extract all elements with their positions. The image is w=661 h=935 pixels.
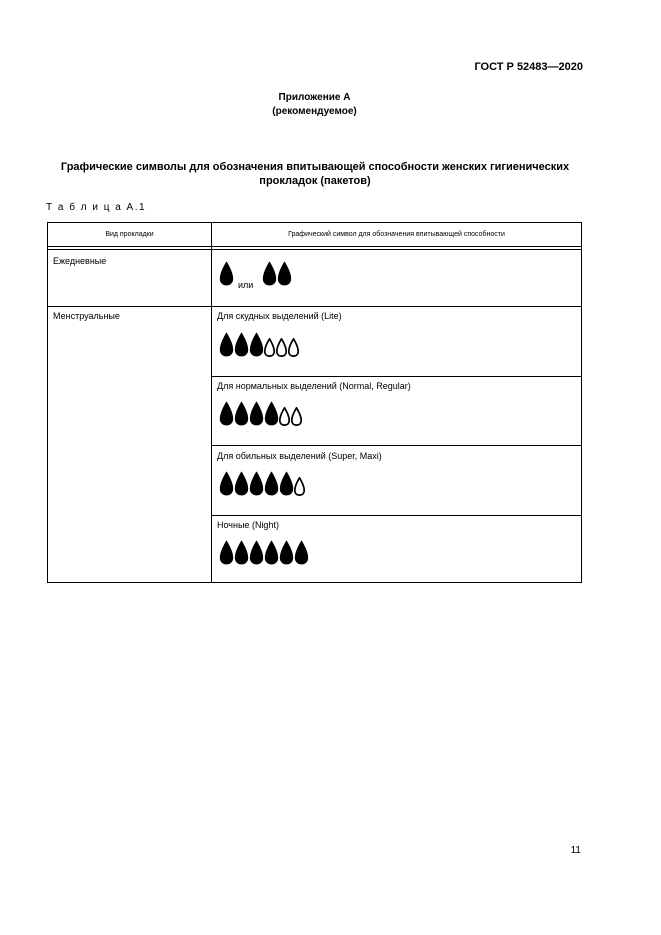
header-divider — [48, 246, 581, 247]
column-header-symbol: Графический символ для обозначения впитывающей способности — [288, 231, 505, 238]
filled-drop-icon — [219, 540, 234, 565]
annex-title: Приложение А — [278, 92, 351, 103]
filled-drop-icon — [234, 332, 249, 357]
absorbency-label-super: Для обильных выделений (Super, Maxi) — [217, 451, 382, 461]
filled-drop-icon — [279, 471, 294, 496]
filled-drop-icon — [249, 540, 264, 565]
empty-drop-icon — [264, 338, 275, 357]
filled-drop-icon — [262, 261, 277, 286]
absorbency-label-normal: Для нормальных выделений (Normal, Regular) — [217, 381, 411, 391]
column-divider — [211, 223, 212, 582]
row-divider — [211, 515, 581, 516]
absorbency-symbol-normal — [219, 401, 303, 426]
absorbency-label-night: Ночные (Night) — [217, 520, 279, 530]
daily-symbol-one-drop — [219, 261, 234, 286]
standard-number: ГОСТ Р 52483—2020 — [474, 61, 583, 73]
filled-drop-icon — [264, 401, 279, 426]
absorbency-symbol-super — [219, 471, 306, 496]
filled-drop-icon — [219, 332, 234, 357]
daily-or-text: или — [238, 280, 254, 290]
annex-status: (рекомендуемое) — [272, 106, 357, 117]
absorbency-symbol-night — [219, 540, 309, 565]
page-number: 11 — [570, 845, 581, 856]
filled-drop-icon — [249, 332, 264, 357]
filled-drop-icon — [219, 401, 234, 426]
filled-drop-icon — [249, 471, 264, 496]
filled-drop-icon — [264, 540, 279, 565]
empty-drop-icon — [294, 477, 305, 496]
empty-drop-icon — [276, 338, 287, 357]
empty-drop-icon — [291, 407, 302, 426]
filled-drop-icon — [234, 471, 249, 496]
filled-drop-icon — [279, 540, 294, 565]
filled-drop-icon — [219, 261, 234, 286]
absorbency-label-lite: Для скудных выделений (Lite) — [217, 311, 342, 321]
absorbency-symbol-lite — [219, 332, 300, 357]
column-header-type: Вид прокладки — [105, 231, 154, 238]
pad-type-daily: Ежедневные — [53, 256, 107, 266]
daily-symbol-two-drops — [262, 261, 292, 286]
filled-drop-icon — [234, 540, 249, 565]
absorbency-table — [47, 222, 582, 583]
row-divider — [211, 445, 581, 446]
filled-drop-icon — [277, 261, 292, 286]
table-label: Т а б л и ц а А.1 — [46, 202, 147, 213]
pad-type-menstrual: Менструальные — [53, 311, 120, 321]
filled-drop-icon — [234, 401, 249, 426]
empty-drop-icon — [279, 407, 290, 426]
filled-drop-icon — [294, 540, 309, 565]
filled-drop-icon — [249, 401, 264, 426]
header-divider — [48, 249, 581, 250]
row-divider — [211, 376, 581, 377]
row-divider — [48, 306, 581, 307]
filled-drop-icon — [219, 471, 234, 496]
filled-drop-icon — [264, 471, 279, 496]
empty-drop-icon — [288, 338, 299, 357]
document-heading: Графические символы для обозначения впитывающей способности женских гигиенических прокладок (пакетов) — [60, 161, 570, 187]
